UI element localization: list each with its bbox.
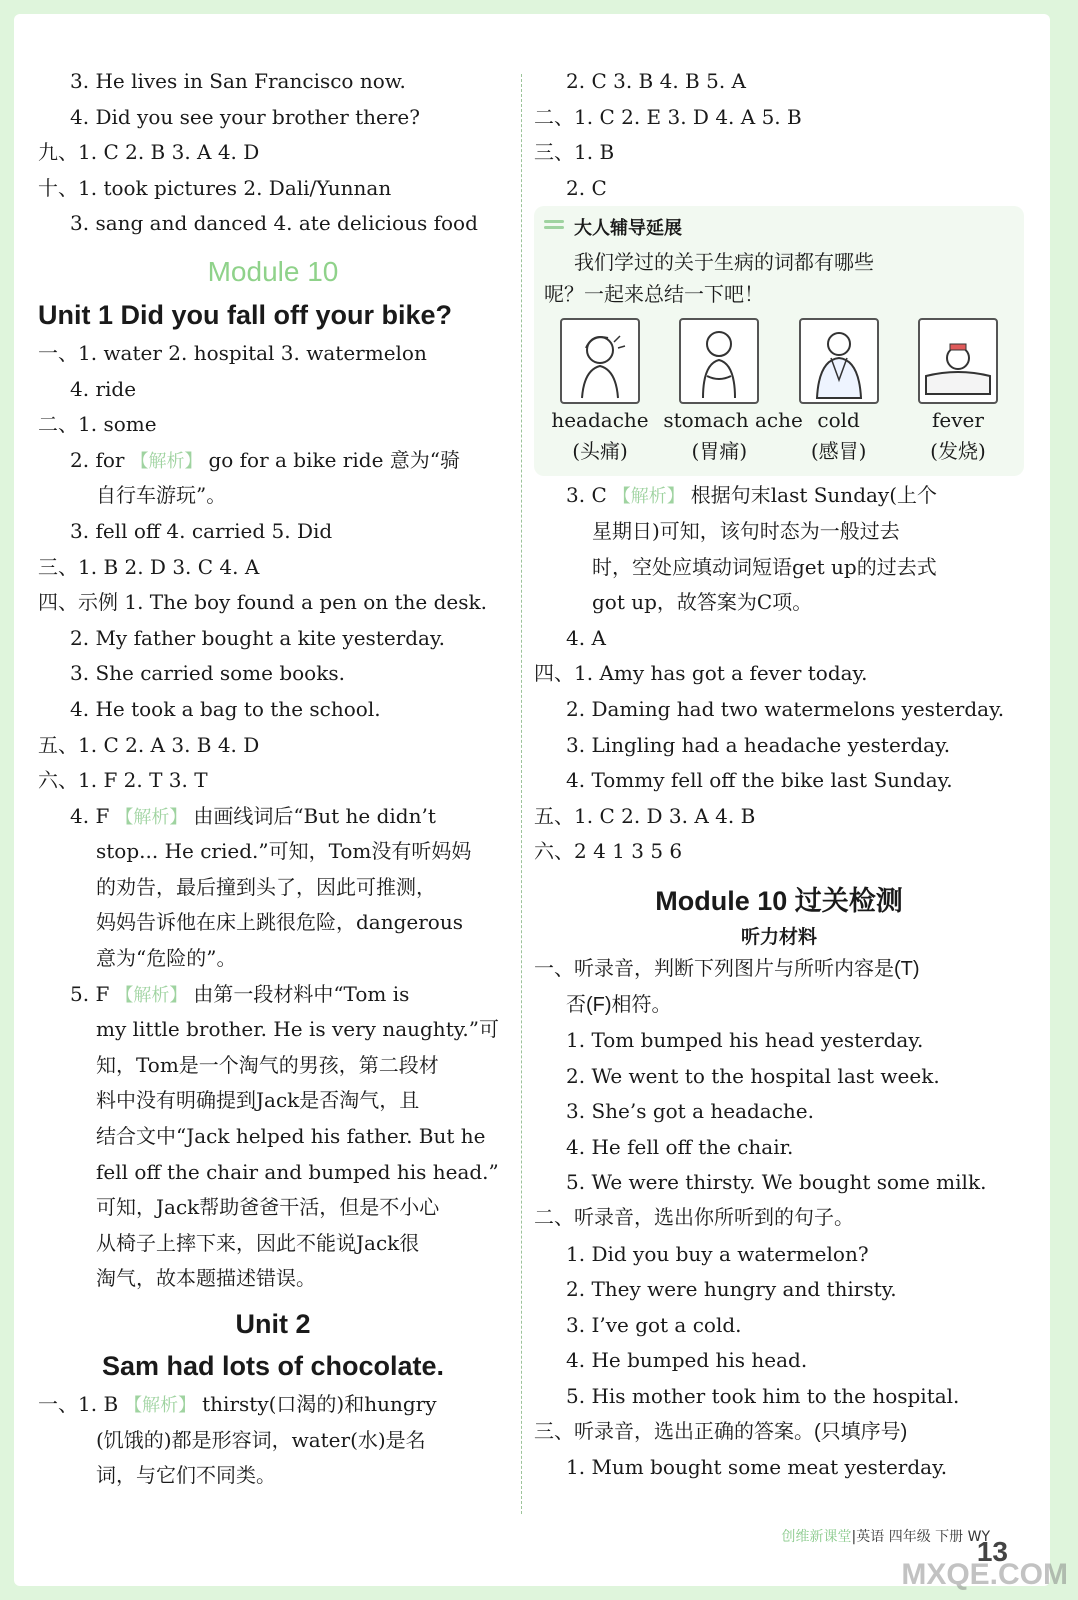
question-line: 三、听录音，选出正确的答案。(只填序号) bbox=[534, 1420, 908, 1443]
answer-number: 一、1. B bbox=[38, 1392, 119, 1416]
answer-line: 3. Lingling had a headache yesterday. bbox=[566, 732, 951, 757]
unit-subtitle: Sam had lots of chocolate. bbox=[101, 1351, 445, 1381]
answer-line: 五、1. C 2. A 3. B 4. D bbox=[38, 732, 260, 757]
analysis-text: thirsty(口渴的)和hungry bbox=[202, 1392, 437, 1416]
module-title: Module 10 bbox=[207, 255, 339, 287]
footer bbox=[782, 1526, 990, 1546]
analysis-tag: 【解析】 bbox=[115, 984, 188, 1006]
illness-word: stomach ache bbox=[663, 408, 803, 433]
tip-box-title: 大人辅导延展 bbox=[574, 218, 682, 240]
page-number: 13 bbox=[976, 1536, 1008, 1567]
analysis-line: 意为“危险的”。 bbox=[96, 946, 237, 971]
analysis-line: 可知，Jack帮助爸爸干活，但是不小心 bbox=[96, 1195, 440, 1220]
analysis-line: 淘气，故本题描述错误。 bbox=[96, 1266, 316, 1291]
analysis-tag: 【解析】 bbox=[115, 806, 188, 828]
answer-line: 3. fell off 4. carried 5. Did bbox=[70, 518, 333, 543]
answer-line: 二、1. C 2. E 3. D 4. A 5. B bbox=[534, 104, 802, 129]
picture-card bbox=[783, 318, 895, 466]
answer-line: 2. C bbox=[566, 175, 607, 200]
list-item: 3. She’s got a headache. bbox=[566, 1099, 814, 1124]
analysis-text: 由画线词后“But he didn’t bbox=[193, 803, 436, 828]
analysis-line: (饥饿的)都是形容词，water(水)是名 bbox=[96, 1427, 426, 1452]
answer-line: 4. Tommy fell off the bike last Sunday. bbox=[566, 768, 953, 793]
analysis-line: 结合文中“Jack helped his father. But he bbox=[96, 1124, 486, 1149]
answer-line: 2. My father bought a kite yesterday. bbox=[70, 625, 445, 650]
analysis-text: 根据句末last Sunday(上个 bbox=[690, 483, 938, 508]
book-info: |英语 四年级 下册 WY bbox=[851, 1529, 990, 1545]
module-check-title: Module 10 过关检测 bbox=[655, 885, 903, 916]
illness-word: headache bbox=[551, 408, 649, 433]
question-line: 否(F)相符。 bbox=[566, 993, 672, 1016]
answer-line: 4. ride bbox=[70, 376, 137, 401]
stomach-ache-illustration bbox=[679, 318, 759, 404]
answer-line: 2. C 3. B 4. B 5. A bbox=[566, 69, 746, 93]
illness-meaning: (发烧) bbox=[930, 439, 986, 464]
analysis-line: fell off the chair and bumped his head.” bbox=[96, 1159, 499, 1184]
answer-line bbox=[38, 799, 508, 835]
analysis-line: 妈妈告诉他在床上跳很危险，dangerous bbox=[96, 910, 463, 935]
answer-line: 三、1. B 2. D 3. C 4. A bbox=[38, 554, 260, 579]
answer-number: 2. for bbox=[70, 447, 125, 472]
answer-line: 十、1. took pictures 2. Dali/Yunnan bbox=[38, 175, 392, 200]
list-item: 4. He fell off the chair. bbox=[566, 1134, 794, 1159]
answer-line: 四、示例 1. The boy found a pen on the desk. bbox=[38, 590, 488, 615]
answer-number: 4. F bbox=[70, 803, 110, 828]
answer-line bbox=[38, 1387, 508, 1423]
analysis-line: 时，空处应填动词短语get up的过去式 bbox=[592, 554, 937, 579]
illness-meaning: (头痛) bbox=[572, 439, 628, 464]
illness-word: fever bbox=[932, 408, 984, 433]
answer-line: 3. sang and danced 4. ate delicious food bbox=[70, 211, 478, 236]
answer-line: 4. A bbox=[566, 625, 606, 650]
analysis-line: stop... He cried.”可知，Tom没有听妈妈 bbox=[96, 839, 472, 864]
answer-line: 六、1. F 2. T 3. T bbox=[38, 768, 208, 793]
list-item: 5. We were thirsty. We bought some milk. bbox=[566, 1170, 987, 1195]
analysis-tag: 【解析】 bbox=[130, 450, 203, 472]
analysis-line: 从椅子上摔下来，因此不能说Jack很 bbox=[96, 1230, 420, 1255]
answer-line: 六、2 4 1 3 5 6 bbox=[534, 839, 683, 864]
tip-text: 呢？一起来总结一下吧！ bbox=[544, 282, 764, 307]
unit-title: Unit 2 bbox=[235, 1309, 311, 1339]
answer-line: 九、1. C 2. B 3. A 4. D bbox=[38, 140, 260, 165]
list-item: 1. Did you buy a watermelon? bbox=[566, 1241, 869, 1266]
right-column bbox=[534, 64, 1024, 1486]
question-line: 二、听录音，选出你所听到的句子。 bbox=[534, 1207, 854, 1230]
question-line: 一、听录音，判断下列图片与所听内容是(T) bbox=[534, 957, 920, 980]
answer-line: 3. She carried some books. bbox=[70, 661, 345, 686]
illness-word: cold bbox=[817, 408, 860, 433]
analysis-line: 料中没有明确提到Jack是否淘气，且 bbox=[96, 1088, 420, 1113]
left-column bbox=[38, 64, 508, 1494]
illness-pictures bbox=[544, 318, 1014, 466]
answer-line bbox=[38, 977, 508, 1013]
brand-name: 创维新课堂 bbox=[781, 1529, 852, 1545]
analysis-line: 自行车游玩”。 bbox=[96, 483, 227, 508]
answer-line: 二、1. some bbox=[38, 412, 157, 437]
list-item: 1. Mum bought some meat yesterday. bbox=[566, 1455, 948, 1480]
analysis-line: 知，Tom是一个淘气的男孩，第二段材 bbox=[96, 1052, 439, 1077]
fever-illustration bbox=[918, 318, 998, 404]
analysis-line: my little brother. He is very naughty.”可 bbox=[96, 1017, 499, 1042]
list-item: 5. His mother took him to the hospital. bbox=[566, 1384, 960, 1409]
unit-title: Unit 1 Did you fall off your bike? bbox=[38, 299, 453, 330]
list-item: 3. I’ve got a cold. bbox=[566, 1312, 742, 1337]
analysis-text: 由第一段材料中“Tom is bbox=[193, 981, 410, 1006]
analysis-tag: 【解析】 bbox=[124, 1395, 197, 1416]
picture-card bbox=[902, 318, 1014, 466]
analysis-tag: 【解析】 bbox=[612, 486, 685, 508]
tip-box bbox=[534, 206, 1024, 476]
analysis-line: 的劝告，最后撞到头了，因此可推测， bbox=[96, 874, 436, 899]
listening-material-title: 听力材料 bbox=[740, 925, 817, 948]
analysis-line: got up，故答案为C项。 bbox=[592, 590, 813, 615]
list-item: 2. They were hungry and thirsty. bbox=[566, 1277, 897, 1302]
answer-line: 4. He took a bag to the school. bbox=[70, 696, 381, 721]
answer-number: 3. C bbox=[566, 483, 607, 508]
bars-icon bbox=[544, 220, 564, 236]
answer-number: 5. F bbox=[70, 981, 110, 1006]
answer-line: 2. Daming had two watermelons yesterday. bbox=[566, 696, 1005, 721]
illness-meaning: (胃痛) bbox=[691, 439, 748, 464]
watermark: MXQE.COM bbox=[901, 1558, 1068, 1591]
cold-illustration bbox=[799, 318, 879, 404]
analysis-line: 词，与它们不同类。 bbox=[96, 1463, 276, 1488]
analysis-line: 星期日)可知，该句时态为一般过去 bbox=[592, 518, 900, 543]
tip-text: 我们学过的关于生病的词都有哪些 bbox=[574, 250, 874, 275]
analysis-text: go for a bike ride 意为“骑 bbox=[208, 447, 460, 472]
tip-box-header bbox=[544, 212, 1014, 246]
answer-line: 4. Did you see your brother there? bbox=[70, 104, 420, 129]
list-item: 1. Tom bumped his head yesterday. bbox=[566, 1028, 924, 1053]
answer-line: 一、1. water 2. hospital 3. watermelon bbox=[38, 340, 427, 365]
answer-line: 3. He lives in San Francisco now. bbox=[70, 69, 406, 93]
picture-card bbox=[663, 318, 803, 466]
list-item: 4. He bumped his head. bbox=[566, 1348, 808, 1373]
answer-line: 四、1. Amy has got a fever today. bbox=[534, 661, 868, 686]
headache-illustration bbox=[560, 318, 640, 404]
column-divider bbox=[521, 74, 522, 1514]
illness-meaning: (感冒) bbox=[810, 439, 867, 464]
answer-line: 三、1. B bbox=[534, 140, 615, 165]
answer-line: 五、1. C 2. D 3. A 4. B bbox=[534, 803, 756, 828]
answer-line bbox=[534, 478, 1024, 514]
picture-card bbox=[544, 318, 656, 466]
page bbox=[14, 14, 1050, 1586]
answer-line bbox=[38, 443, 508, 479]
list-item: 2. We went to the hospital last week. bbox=[566, 1063, 940, 1088]
